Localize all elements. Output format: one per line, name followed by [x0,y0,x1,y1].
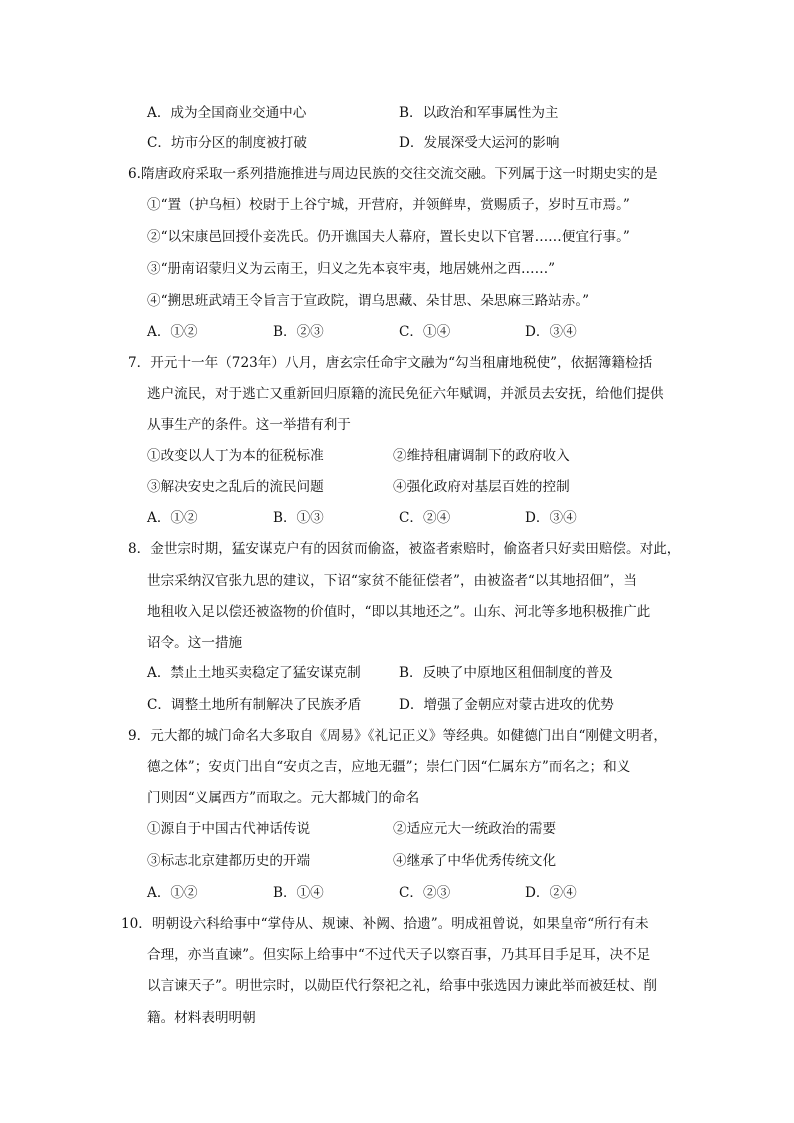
q9-choice-b: B．①④ [273,885,324,901]
q5-option-c [147,134,307,152]
option-text: 增强了金朝应对蒙古进攻的优势 [423,697,614,713]
q6-item-3: ③“册南诏蒙归义为云南王，归义之先本哀牢夷，地居姚州之西……” [147,261,556,277]
q7-stem-line-3: 从事生产的条件。这一举措有利于 [147,417,351,433]
q5-option-b [399,104,559,122]
q9-stem-line-3: 门则因“义属西方”而取之。元大都城门的命名 [147,790,420,806]
q9-item-4: ④继承了中华优秀传统文化 [393,853,557,869]
q6-choice-d: D．③④ [525,324,577,340]
q6-choice-b: B．②③ [273,324,324,340]
q6-item-4: ④“搠思班武靖王令旨言于宣政院，谓乌思藏、朵甘思、朵思麻三路站赤。” [147,293,590,309]
question-number: 8． [128,541,151,557]
question-text: 隋唐政府采取一系列措施推进与周边民族的交往交流交融。下列属于这一时期史实的是 [140,166,658,182]
q8-option-b [399,664,613,682]
q9-item-2: ②适应元大一统政治的需要 [393,821,557,837]
option-text: 反映了中原地区租佃制度的普及 [422,665,613,681]
question-number: 9． [128,728,151,744]
option-text: 以政治和军事属性为主 [422,105,559,121]
q7-stem-line-1 [128,354,652,372]
question-number: 6. [128,166,141,182]
question-text: 开元十一年（723年）八月，唐玄宗任命宇文融为“勾当租庸地税使”，依据簿籍检括 [150,355,653,371]
q8-option-d [399,696,614,714]
option-text: 调整土地所有制解决了民族矛盾 [171,697,362,713]
q6-stem [128,165,658,183]
q8-option-a [147,664,361,682]
q5-option-d [399,134,559,152]
q8-option-c [147,696,361,714]
q7-choice-d: D．③④ [525,510,577,526]
q10-stem-line-2: 合理，亦当直谏”。但实际上给事中“不过代天子以察百事，乃其耳目手足耳，决不足 [147,947,651,963]
q7-item-2: ②维持租庸调制下的政府收入 [393,448,570,464]
option-label: C． [147,135,171,151]
q9-item-3: ③标志北京建都历史的开端 [147,853,311,869]
q8-stem-line-1 [128,540,680,558]
q8-stem-line-3: 地租收入足以偿还被盗物的价值时，“即以其地还之”。山东、河北等多地积极推广此 [147,604,651,620]
q5-option-a [147,104,306,122]
q10-stem-line-4: 籍。材料表明明朝 [147,1010,256,1026]
q6-item-2: ②“以宋康邑回授仆妾冼氏。仍开谯国夫人幕府，置长史以下官署……便宜行事。” [147,229,630,245]
q6-choice-a: A．①② [147,324,198,340]
q7-choice-b: B．①③ [273,510,324,526]
option-label: A． [147,665,171,681]
option-text: 坊市分区的制度被打破 [171,135,307,151]
q9-choice-d: D．②④ [525,885,577,901]
q8-stem-line-2: 世宗采纳汉官张九思的建议，下诏“家贫不能征偿者”，由被盗者“以其地招佃”，当 [147,573,637,589]
option-label: D． [399,135,424,151]
q9-choice-a: A．①② [147,885,198,901]
question-number: 10． [121,916,152,932]
q6-item-1: ①“置（护乌桓）校尉于上谷宁城，开营府，并领鲜卑，赏赐质子，岁时互市焉。” [147,197,630,213]
question-text: 金世宗时期，猛安谋克户有的因贫而偷盗，被盗者索赔时，偷盗者只好卖田赔偿。对此， [150,541,681,557]
option-label: B． [399,105,423,121]
q7-item-1: ①改变以人丁为本的征税标准 [147,448,324,464]
question-text: 元大都的城门命名大多取自《周易》《礼记正义》等经典。如健德门出自“刚健文明者， [150,728,667,744]
q7-item-4: ④强化政府对基层百姓的控制 [393,479,570,495]
option-label: C． [147,697,171,713]
q9-item-1: ①源自于中国古代神话传说 [147,821,311,837]
option-label: B． [399,665,423,681]
option-text: 发展深受大运河的影响 [423,135,560,151]
q8-stem-line-4: 诏令。这一措施 [147,635,243,651]
question-number: 7． [128,355,151,371]
q9-choice-c: C．②③ [399,885,451,901]
q9-stem-line-2: 德之体”；安贞门出自“安贞之吉，应地无疆”；崇仁门因“仁属东方”而名之；和义 [147,759,631,775]
option-label: A． [147,105,171,121]
option-label: D． [399,697,424,713]
q7-choice-c: C．②④ [399,510,451,526]
q7-item-3: ③解决安史之乱后的流民问题 [147,479,324,495]
q7-stem-line-2: 逃户流民，对于逃亡又重新回归原籍的流民免征六年赋调，并派员去安抚，给他们提供 [147,386,664,402]
q7-choice-a: A．①② [147,510,198,526]
option-text: 禁止土地买卖稳定了猛安谋克制 [170,665,361,681]
option-text: 成为全国商业交通中心 [170,105,307,121]
q6-choice-c: C．①④ [399,324,451,340]
q9-stem-line-1 [128,727,667,745]
question-text: 明朝设六科给事中“掌侍从、规谏、补阙、拾遗”。明成祖曾说，如果皇帝“所行有未 [151,916,649,932]
q10-stem-line-3: 以言谏天子”。明世宗时，以勋臣代行祭祀之礼，给事中张选因力谏此举而被廷杖、削 [147,978,657,994]
q10-stem-line-1 [121,915,649,933]
